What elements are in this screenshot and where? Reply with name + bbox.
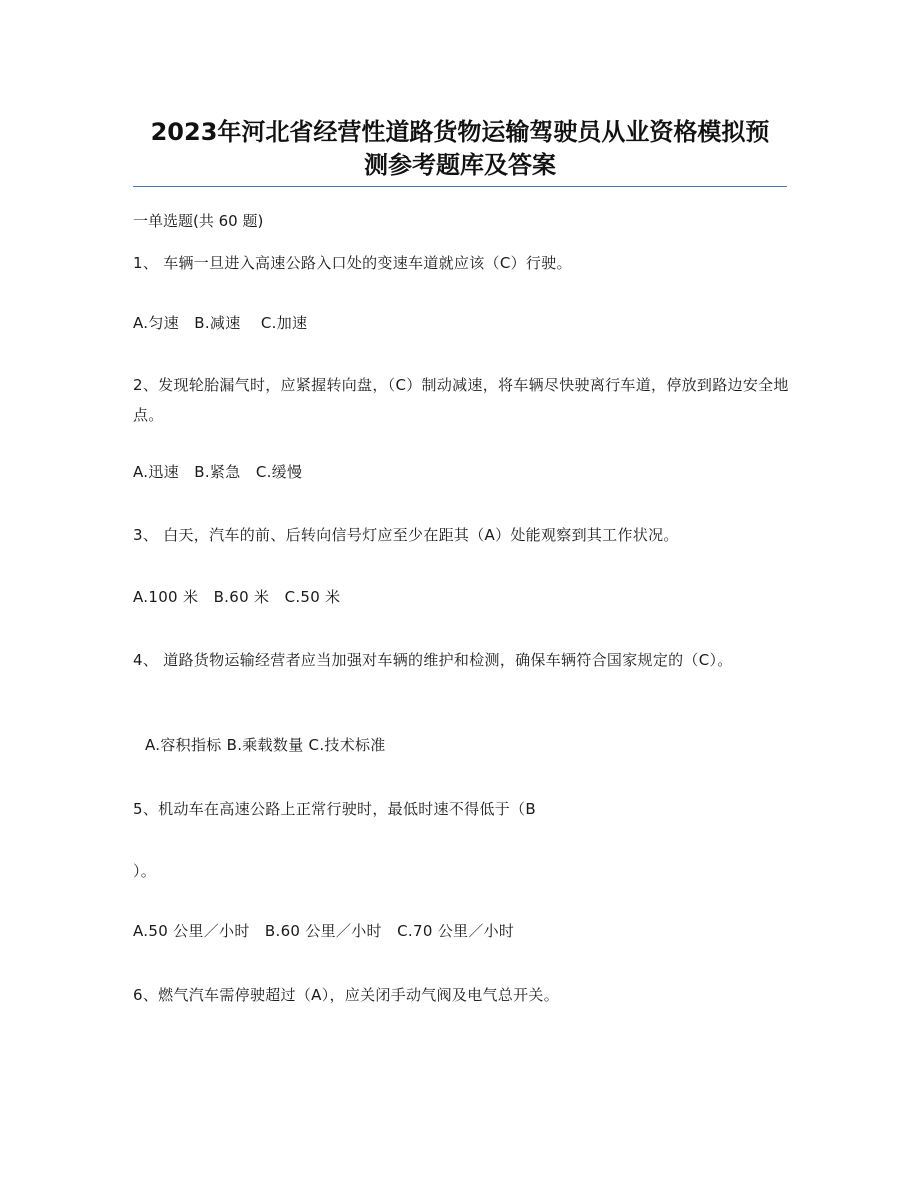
question-5-options: A.50 公里／小时 B.60 公里／小时 C.70 公里／小时 bbox=[133, 922, 515, 940]
question-3-options: A.100 米 B.60 米 C.50 米 bbox=[133, 588, 341, 606]
page-title-line-1: 2023年河北省经营性道路货物运输驾驶员从业资格模拟预 bbox=[150, 118, 770, 146]
page-title bbox=[120, 116, 800, 182]
question-3-stem: 3、 白天，汽车的前、后转向信号灯应至少在距其（A）处能观察到其工作状况。 bbox=[133, 526, 679, 544]
question-2-stem: 2、发现轮胎漏气时，应紧握转向盘，（C）制动减速，将车辆尽快驶离行车道，停放到路边安全地点。 bbox=[133, 376, 789, 424]
question-1-options: A.匀速 B.减速 C.加速 bbox=[133, 314, 308, 332]
section-label: 一单选题(共 60 题) bbox=[133, 212, 264, 230]
title-divider bbox=[133, 186, 787, 187]
question-5-stem-continued: ）。 bbox=[133, 862, 157, 880]
question-5-stem: 5、机动车在高速公路上正常行驶时，最低时速不得低于（B bbox=[133, 800, 536, 818]
question-4-options: A.容积指标 B.乘载数量 C.技术标准 bbox=[145, 736, 386, 754]
question-1-stem: 1、 车辆一旦进入高速公路入口处的变速车道就应该（C）行驶。 bbox=[133, 254, 572, 272]
question-4-stem: 4、 道路货物运输经营者应当加强对车辆的维护和检测，确保车辆符合国家规定的（C）。 bbox=[133, 651, 733, 669]
page-title-line-2: 测参考题库及答案 bbox=[364, 151, 556, 179]
question-6-stem: 6、燃气汽车需停驶超过（A），应关闭手动气阀及电气总开关。 bbox=[133, 986, 560, 1004]
question-2-options: A.迅速 B.紧急 C.缓慢 bbox=[133, 463, 303, 481]
